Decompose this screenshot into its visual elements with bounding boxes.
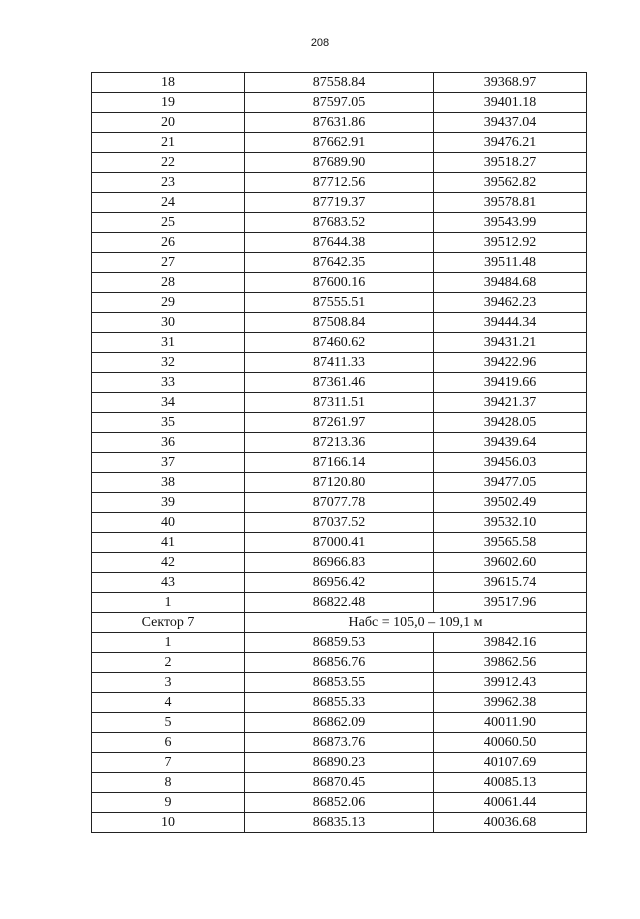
x-coordinate-cell: 87558.84: [245, 73, 434, 93]
point-number-cell: 6: [92, 733, 245, 753]
table-row: [92, 313, 587, 333]
x-coordinate-cell: 86862.09: [245, 713, 434, 733]
y-coordinate-cell: 39439.64: [434, 433, 587, 453]
x-coordinate-cell: 86852.06: [245, 793, 434, 813]
x-coordinate-cell: 87712.56: [245, 173, 434, 193]
point-number-cell: 27: [92, 253, 245, 273]
y-coordinate-cell: 39517.96: [434, 593, 587, 613]
point-number-cell: 36: [92, 433, 245, 453]
sector-height-range: Набс = 105,0 – 109,1 м: [245, 613, 587, 633]
y-coordinate-cell: 39502.49: [434, 493, 587, 513]
y-coordinate-cell: 39444.34: [434, 313, 587, 333]
point-number-cell: 34: [92, 393, 245, 413]
table-row: [92, 113, 587, 133]
table-row: [92, 273, 587, 293]
table-row: [92, 353, 587, 373]
point-number-cell: 9: [92, 793, 245, 813]
point-number-cell: 42: [92, 553, 245, 573]
point-number-cell: 7: [92, 753, 245, 773]
table-row: [92, 573, 587, 593]
table-row: [92, 553, 587, 573]
y-coordinate-cell: 39421.37: [434, 393, 587, 413]
point-number-cell: 40: [92, 513, 245, 533]
point-number-cell: 30: [92, 313, 245, 333]
x-coordinate-cell: 86873.76: [245, 733, 434, 753]
y-coordinate-cell: 39962.38: [434, 693, 587, 713]
y-coordinate-cell: 39842.16: [434, 633, 587, 653]
y-coordinate-cell: 40085.13: [434, 773, 587, 793]
point-number-cell: 1: [92, 633, 245, 653]
x-coordinate-cell: 87120.80: [245, 473, 434, 493]
table-row: [92, 413, 587, 433]
point-number-cell: 2: [92, 653, 245, 673]
y-coordinate-cell: 39422.96: [434, 353, 587, 373]
point-number-cell: 4: [92, 693, 245, 713]
table-row: [92, 373, 587, 393]
x-coordinate-cell: 86870.45: [245, 773, 434, 793]
y-coordinate-cell: 39602.60: [434, 553, 587, 573]
point-number-cell: 37: [92, 453, 245, 473]
table-row: [92, 673, 587, 693]
point-number-cell: 22: [92, 153, 245, 173]
point-number-cell: 10: [92, 813, 245, 833]
y-coordinate-cell: 39562.82: [434, 173, 587, 193]
table-row: [92, 813, 587, 833]
table-row: [92, 153, 587, 173]
point-number-cell: 33: [92, 373, 245, 393]
table-row: [92, 713, 587, 733]
x-coordinate-cell: 87662.91: [245, 133, 434, 153]
x-coordinate-cell: 87508.84: [245, 313, 434, 333]
table-row: [92, 173, 587, 193]
point-number-cell: 3: [92, 673, 245, 693]
x-coordinate-cell: 87631.86: [245, 113, 434, 133]
table-row: [92, 533, 587, 553]
table-row: [92, 733, 587, 753]
table-body-lower: [92, 633, 587, 833]
y-coordinate-cell: 39419.66: [434, 373, 587, 393]
x-coordinate-cell: 87644.38: [245, 233, 434, 253]
y-coordinate-cell: 40061.44: [434, 793, 587, 813]
point-number-cell: 29: [92, 293, 245, 313]
y-coordinate-cell: 40036.68: [434, 813, 587, 833]
y-coordinate-cell: 39484.68: [434, 273, 587, 293]
table-row: [92, 133, 587, 153]
x-coordinate-cell: 87600.16: [245, 273, 434, 293]
y-coordinate-cell: 39437.04: [434, 113, 587, 133]
x-coordinate-cell: 87361.46: [245, 373, 434, 393]
x-coordinate-cell: 87000.41: [245, 533, 434, 553]
point-number-cell: 38: [92, 473, 245, 493]
point-number-cell: 32: [92, 353, 245, 373]
point-number-cell: 8: [92, 773, 245, 793]
sector-label: Сектор 7: [92, 613, 245, 633]
point-number-cell: 24: [92, 193, 245, 213]
point-number-cell: 18: [92, 73, 245, 93]
x-coordinate-cell: 87460.62: [245, 333, 434, 353]
x-coordinate-cell: 87683.52: [245, 213, 434, 233]
x-coordinate-cell: 87555.51: [245, 293, 434, 313]
y-coordinate-cell: 39368.97: [434, 73, 587, 93]
point-number-cell: 1: [92, 593, 245, 613]
table-row: [92, 293, 587, 313]
table-row: [92, 633, 587, 653]
y-coordinate-cell: 39401.18: [434, 93, 587, 113]
table-row: [92, 513, 587, 533]
x-coordinate-cell: 87037.52: [245, 513, 434, 533]
point-number-cell: 25: [92, 213, 245, 233]
point-number-cell: 39: [92, 493, 245, 513]
point-number-cell: 23: [92, 173, 245, 193]
coordinates-table: [91, 72, 587, 833]
y-coordinate-cell: 39512.92: [434, 233, 587, 253]
point-number-cell: 20: [92, 113, 245, 133]
y-coordinate-cell: 39578.81: [434, 193, 587, 213]
y-coordinate-cell: 40011.90: [434, 713, 587, 733]
y-coordinate-cell: 39615.74: [434, 573, 587, 593]
x-coordinate-cell: 86956.42: [245, 573, 434, 593]
table-row: [92, 493, 587, 513]
y-coordinate-cell: 39518.27: [434, 153, 587, 173]
table-row: [92, 593, 587, 613]
point-number-cell: 43: [92, 573, 245, 593]
table-row: [92, 193, 587, 213]
y-coordinate-cell: 39462.23: [434, 293, 587, 313]
point-number-cell: 5: [92, 713, 245, 733]
table-row: [92, 453, 587, 473]
table-row: [92, 753, 587, 773]
x-coordinate-cell: 86835.13: [245, 813, 434, 833]
y-coordinate-cell: 39476.21: [434, 133, 587, 153]
table-row: [92, 93, 587, 113]
table-row: [92, 693, 587, 713]
table-row: [92, 233, 587, 253]
x-coordinate-cell: 87719.37: [245, 193, 434, 213]
table-row: [92, 773, 587, 793]
table-row: [92, 793, 587, 813]
point-number-cell: 21: [92, 133, 245, 153]
x-coordinate-cell: 86859.53: [245, 633, 434, 653]
y-coordinate-cell: 39456.03: [434, 453, 587, 473]
table-row: [92, 433, 587, 453]
x-coordinate-cell: 87689.90: [245, 153, 434, 173]
page-number: 208: [310, 37, 330, 49]
point-number-cell: 19: [92, 93, 245, 113]
point-number-cell: 41: [92, 533, 245, 553]
y-coordinate-cell: 40107.69: [434, 753, 587, 773]
x-coordinate-cell: 87311.51: [245, 393, 434, 413]
y-coordinate-cell: 39565.58: [434, 533, 587, 553]
x-coordinate-cell: 86822.48: [245, 593, 434, 613]
x-coordinate-cell: 87213.36: [245, 433, 434, 453]
y-coordinate-cell: 39532.10: [434, 513, 587, 533]
y-coordinate-cell: 40060.50: [434, 733, 587, 753]
x-coordinate-cell: 87642.35: [245, 253, 434, 273]
point-number-cell: 28: [92, 273, 245, 293]
y-coordinate-cell: 39511.48: [434, 253, 587, 273]
y-coordinate-cell: 39428.05: [434, 413, 587, 433]
x-coordinate-cell: 87166.14: [245, 453, 434, 473]
point-number-cell: 35: [92, 413, 245, 433]
table-row: [92, 73, 587, 93]
table-row: [92, 333, 587, 353]
x-coordinate-cell: 87261.97: [245, 413, 434, 433]
point-number-cell: 26: [92, 233, 245, 253]
sector-header-body: [92, 613, 587, 633]
table-row: [92, 253, 587, 273]
y-coordinate-cell: 39543.99: [434, 213, 587, 233]
x-coordinate-cell: 86890.23: [245, 753, 434, 773]
x-coordinate-cell: 86856.76: [245, 653, 434, 673]
table-body-upper: [92, 73, 587, 613]
x-coordinate-cell: 86966.83: [245, 553, 434, 573]
y-coordinate-cell: 39477.05: [434, 473, 587, 493]
table-row: [92, 213, 587, 233]
x-coordinate-cell: 87597.05: [245, 93, 434, 113]
x-coordinate-cell: 86853.55: [245, 673, 434, 693]
x-coordinate-cell: 87077.78: [245, 493, 434, 513]
y-coordinate-cell: 39431.21: [434, 333, 587, 353]
y-coordinate-cell: 39912.43: [434, 673, 587, 693]
table-row: [92, 653, 587, 673]
table-row: [92, 393, 587, 413]
x-coordinate-cell: 86855.33: [245, 693, 434, 713]
x-coordinate-cell: 87411.33: [245, 353, 434, 373]
point-number-cell: 31: [92, 333, 245, 353]
sector-row: [92, 613, 587, 633]
y-coordinate-cell: 39862.56: [434, 653, 587, 673]
table-row: [92, 473, 587, 493]
